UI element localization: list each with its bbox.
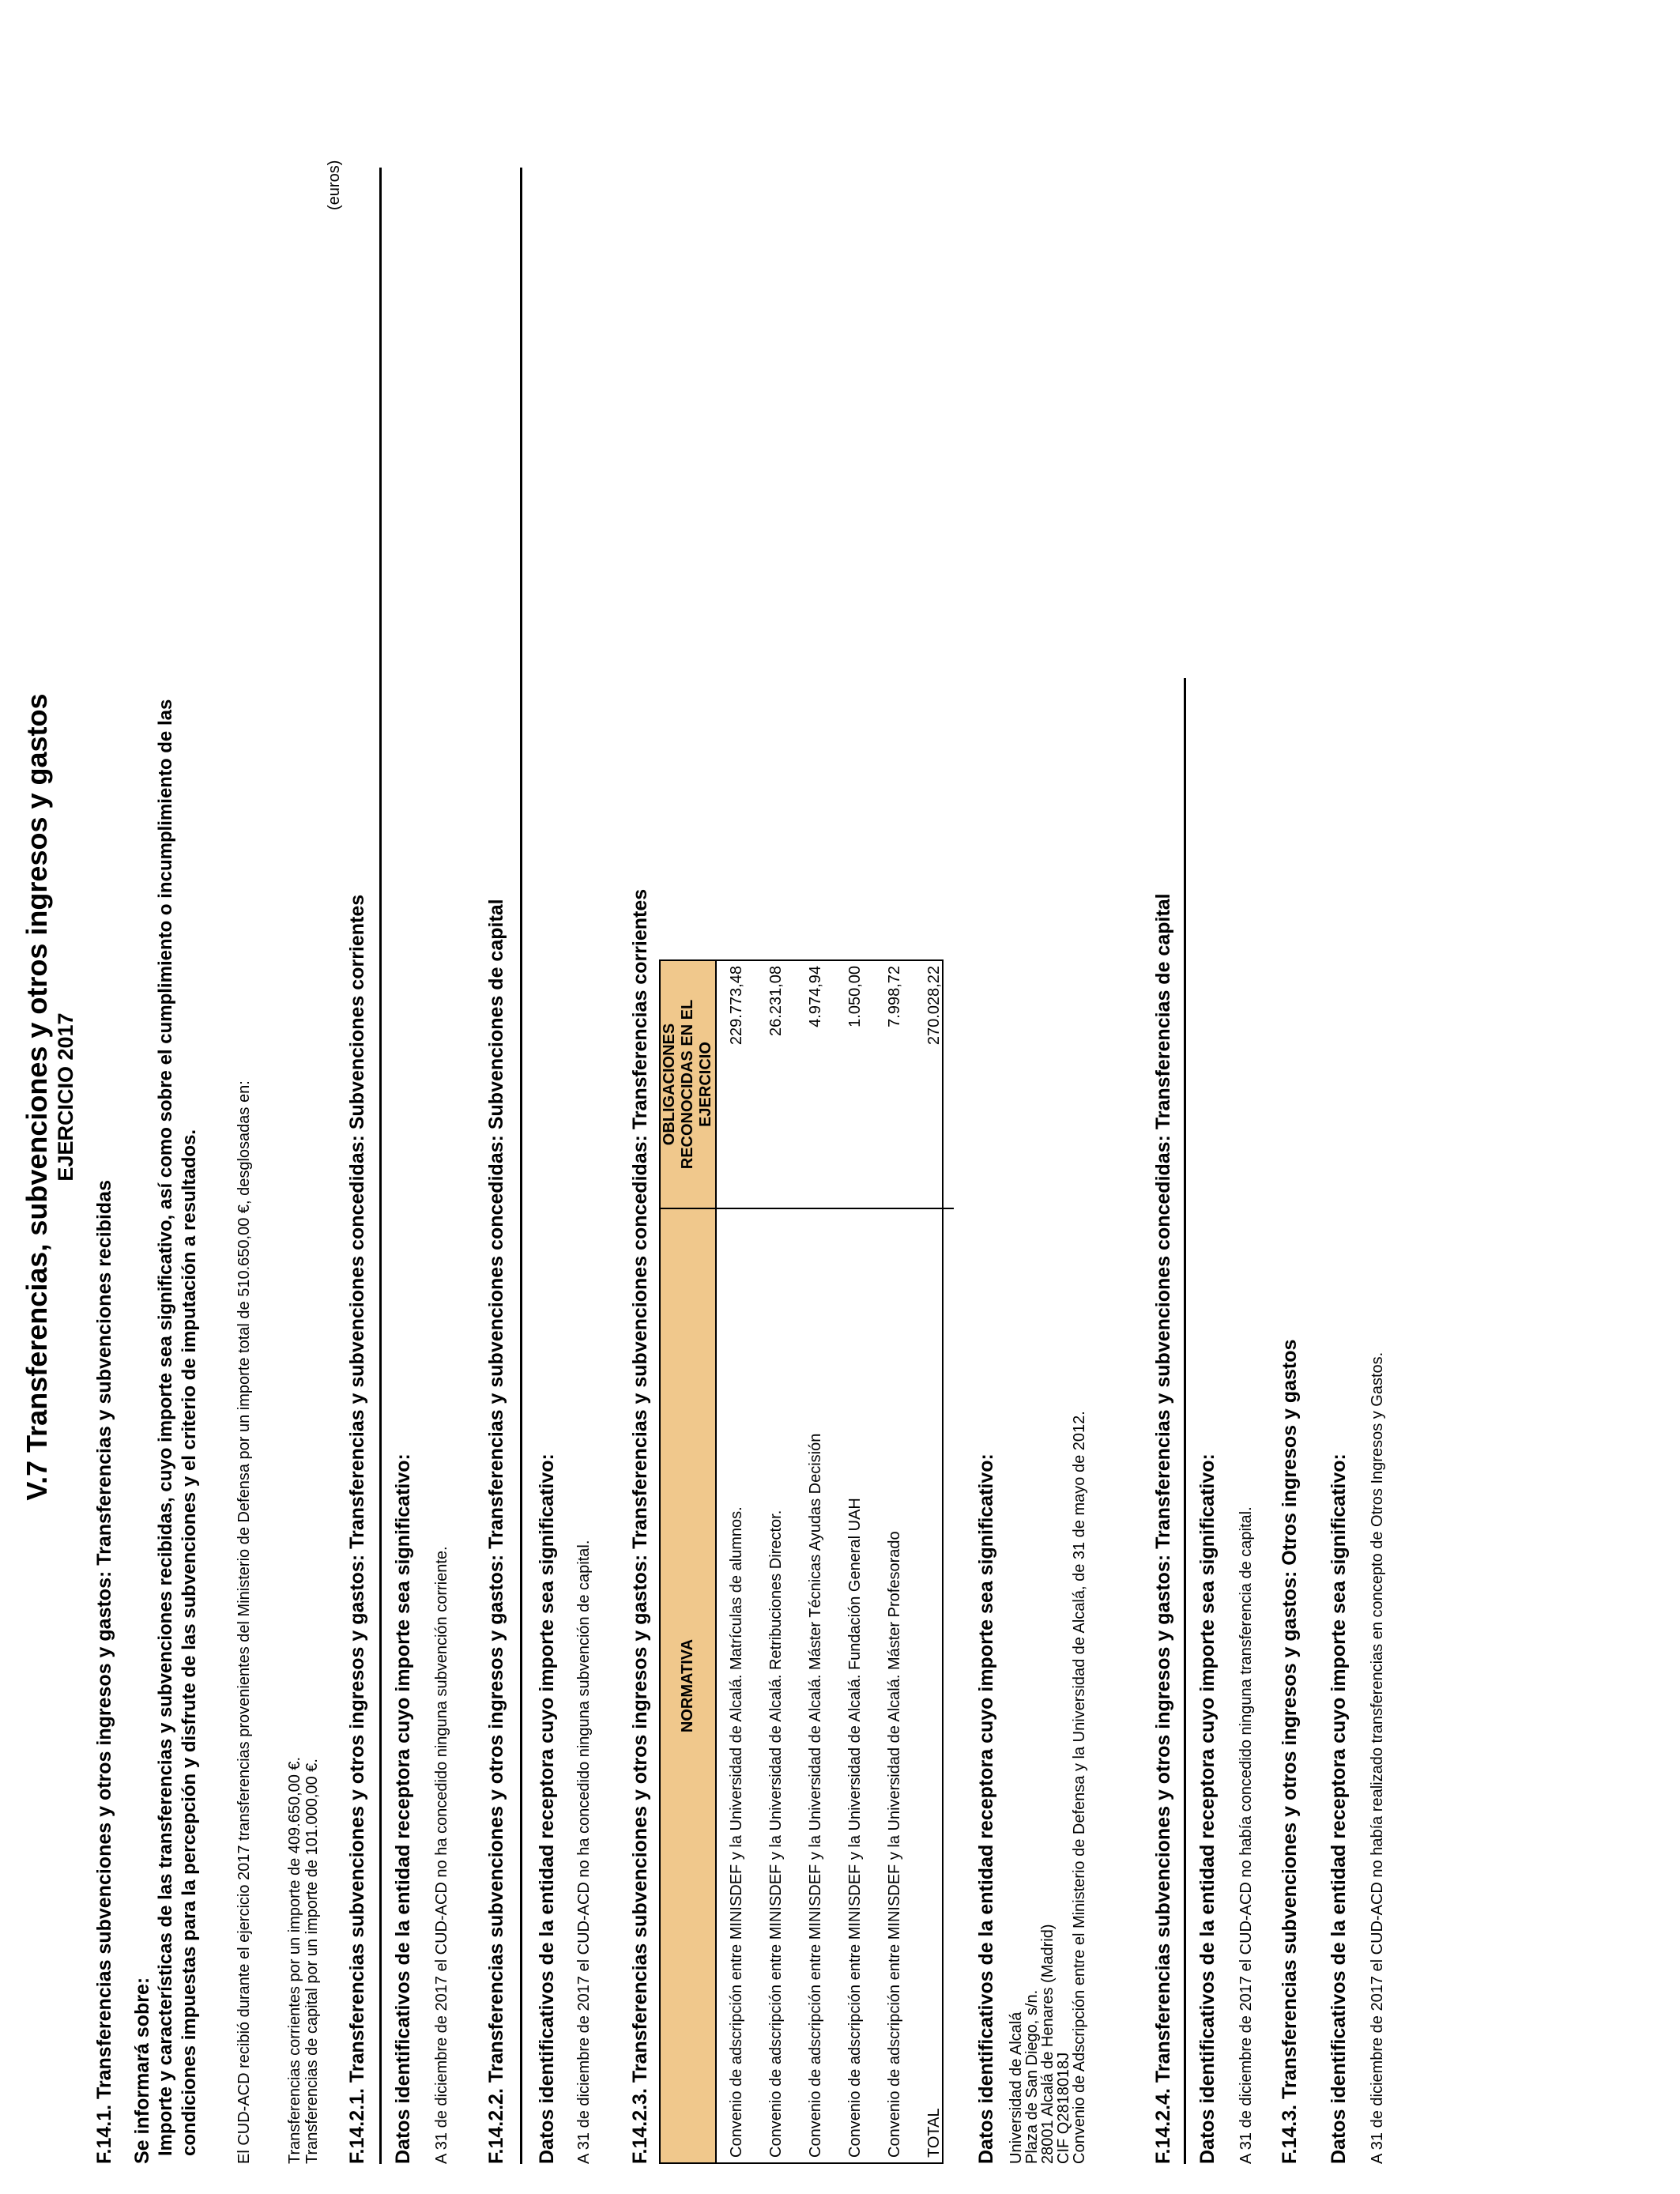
address-line: Convenio de Adscripción entre el Ministerio de Defensa y la Universidad de Alcalá, de 31 de mayo de 2012. bbox=[1071, 1411, 1088, 2164]
cell-total-importe: 270.028,22 bbox=[925, 966, 943, 1046]
recipient-label-f143: Datos identificativos de la entidad receptora cuyo importe sea significativo: bbox=[1328, 1453, 1350, 2164]
address-line: Plaza de San Diego, s/n. bbox=[1023, 1989, 1041, 2164]
section-rule bbox=[520, 168, 522, 2164]
transfers-table bbox=[659, 959, 944, 2164]
table-row bbox=[875, 961, 914, 2162]
address-line: 28001 Alcalá de Henares (Madrid) bbox=[1039, 1924, 1057, 2164]
table-row bbox=[716, 961, 756, 2162]
section-heading-f1424: F.14.2.4. Transferencias subvenciones y otros ingresos y gastos: Transferencias y subvenciones concedidas: Transferencias de capital bbox=[1152, 893, 1174, 2164]
page-title: V.7 Transferencias, subvenciones y otros ingresos y gastos bbox=[21, 693, 53, 1501]
f1422-text: A 31 de diciembre de 2017 el CUD-ACD no ha concedido ninguna subvención de capital. bbox=[575, 1540, 593, 2164]
table-total-row bbox=[914, 961, 954, 2162]
table-row bbox=[756, 961, 796, 2162]
cell-total-label: TOTAL bbox=[914, 1208, 954, 2162]
transfer-detail-capital: Transferencias de capital por un importe de 101.000,00 €. bbox=[303, 1759, 321, 2164]
cell-importe: 229.773,48 bbox=[727, 966, 745, 1046]
section-heading-f143: F.14.3. Transferencias subvenciones y otros ingresos y gastos: Otros ingresos y gastos bbox=[1279, 1339, 1301, 2164]
inform-text-line1: Importe y características de las transferencias y subvenciones recibidas, cuyo importe sea significativo, así como sobre el cumplimiento o incumplimiento de las bbox=[155, 699, 176, 2156]
recipient-label-f1424: Datos identificativos de la entidad receptora cuyo importe sea significativo: bbox=[1196, 1453, 1219, 2164]
cell-importe: 4.974,94 bbox=[806, 966, 824, 1027]
address-line: CIF Q2818018J bbox=[1055, 2052, 1072, 2164]
recipient-address bbox=[1008, 1411, 1087, 2164]
cell-normativa: Convenio de adscripción entre MINISDEF y la Universidad de Alcalá. Fundación General UAH bbox=[835, 1208, 875, 2162]
f1421-text: A 31 de diciembre de 2017 el CUD-ACD no ha concedido ninguna subvención corriente. bbox=[433, 1546, 450, 2164]
section-heading-f1422: F.14.2.2. Transferencias subvenciones y otros ingresos y gastos: Transferencias y subvenciones concedidas: Subvenciones de capital bbox=[485, 899, 507, 2164]
cell-normativa: Convenio de adscripción entre MINISDEF y la Universidad de Alcalá. Máster Profesorado bbox=[875, 1208, 914, 2162]
cell-normativa: Convenio de adscripción entre MINISDEF y la Universidad de Alcalá. Retribuciones Director. bbox=[756, 1208, 796, 2162]
table-row bbox=[796, 961, 835, 2162]
inform-label: Se informará sobre: bbox=[131, 1977, 153, 2164]
transfer-detail-current: Transferencias corrientes por un importe de 409.650,00 €. bbox=[286, 1756, 303, 2164]
f143-text: A 31 de diciembre de 2017 el CUD-ACD no había realizado transferencias en concepto de Otros Ingresos y Gastos. bbox=[1369, 1351, 1386, 2164]
cell-importe: 26.231,08 bbox=[767, 966, 785, 1036]
section-heading-f141: F.14.1. Transferencias subvenciones y otros ingresos y gastos: Transferencias y subvenciones recibidas bbox=[93, 1180, 115, 2164]
address-line: Universidad de Alcalá bbox=[1008, 2011, 1025, 2164]
section-rule bbox=[1184, 678, 1186, 2164]
cell-normativa: Convenio de adscripción entre MINISDEF y la Universidad de Alcalá. Máster Técnicas Ayudas Decisión bbox=[796, 1208, 835, 2162]
section-heading-f1423: F.14.2.3. Transferencias subvenciones y otros ingresos y gastos: Transferencias y subvenciones concedidas: Transferencias corrientes bbox=[629, 888, 651, 2164]
recipient-label-f1421: Datos identificativos de la entidad receptora cuyo importe sea significativo: bbox=[392, 1453, 414, 2164]
page-subtitle: EJERCICIO 2017 bbox=[54, 1012, 77, 1182]
table-header-row bbox=[661, 961, 716, 2162]
table-row bbox=[835, 961, 875, 2162]
currency-note: (euros) bbox=[326, 160, 343, 210]
column-header-obligaciones: OBLIGACIONES RECONOCIDAS EN EL EJERCICIO bbox=[661, 961, 716, 1208]
cell-importe: 7.998,72 bbox=[885, 966, 903, 1027]
recipient-label-f1422: Datos identificativos de la entidad receptora cuyo importe sea significativo: bbox=[536, 1453, 558, 2164]
section-heading-f1421: F.14.2.1. Transferencias subvenciones y otros ingresos y gastos: Transferencias y subvenciones concedidas: Subvenciones corrientes bbox=[346, 894, 368, 2164]
transfer-summary: El CUD-ACD recibió durante el ejercicio 2017 transferencias provenientes del Ministerio de Defensa por un importe total de 510.650,00 €, desglosadas en: bbox=[235, 1080, 253, 2164]
f1424-text: A 31 de diciembre de 2017 el CUD-ACD no había concedido ninguna transferencia de capital. bbox=[1237, 1506, 1255, 2164]
cell-normativa: Convenio de adscripción entre MINISDEF y la Universidad de Alcalá. Matrículas de alumnos. bbox=[716, 1208, 756, 2162]
cell-importe: 1.050,00 bbox=[846, 966, 864, 1027]
recipient-label-f1423: Datos identificativos de la entidad receptora cuyo importe sea significativo: bbox=[975, 1453, 997, 2164]
inform-text-line2: condiciones impuestas para la percepción y disfrute de las subvenciones y el criterio de imputación a resultados. bbox=[179, 1129, 200, 2156]
section-rule bbox=[379, 168, 382, 2164]
column-header-normativa: NORMATIVA bbox=[661, 1208, 716, 2162]
